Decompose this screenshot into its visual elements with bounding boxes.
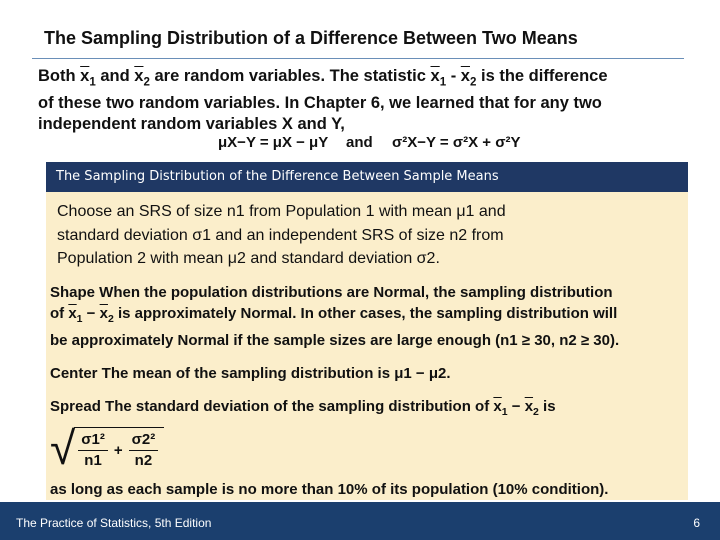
x2-bar-symbol: $\overline{x}$ [460,67,470,85]
spread-paragraph: Spread The standard deviation of the sampling distribution of $\overline{x}_1 - \overline{x}_2$ is [50,398,556,418]
ten-percent-condition: as long as each sample is no more than 10% of its population (10% condition). [50,481,609,498]
intro-text: are random variables. The statistic [149,67,431,85]
mean-difference-formula: μX−Y = μX − μY [218,134,329,151]
plus-sign: + [113,442,123,459]
slide-footer [0,502,720,540]
shape-text: is approximately Normal. In other cases, the sampling distribution will [113,305,618,322]
fraction-numerator: σ2² [129,430,159,451]
standard-deviation-formula [50,422,680,474]
subscript: 2 [107,313,114,325]
center-paragraph [50,363,680,384]
intro-text: and [95,67,135,85]
sampling-distribution-details [50,282,680,500]
body-line-1: Choose an SRS of size n1 from Population 1 with mean μ1 and [57,203,506,220]
fraction-denominator: n1 [84,452,102,469]
subscript: 1 [501,406,508,418]
body-line-2: standard deviation σ1 and an independent SRS of size n2 from [57,226,504,244]
x1-bar-symbol: $\overline{x}$ [68,305,77,322]
and-connector: and [346,134,373,151]
square-root-symbol: √ [50,422,76,474]
shape-text: of [50,305,69,322]
spread-label: Spread [50,398,101,415]
definition-box-header: The Sampling Distribution of the Difference Between Sample Means [46,162,688,192]
x2-bar-symbol: $\overline{x}$ [524,398,534,415]
intro-line-3: independent random variables X and Y, [38,115,345,134]
intro-line-1 [38,66,658,93]
body-line-3: Population 2 with mean μ2 and standard deviation σ2. [57,250,440,267]
subscript: 1 [76,313,83,325]
slide-title: The Sampling Distribution of a Difference Between Two Means [44,28,578,48]
fraction-2 [129,430,159,471]
intro-text: - [446,67,461,85]
footer-book-title: The Practice of Statistics, 5th Edition [16,516,212,530]
variance-difference-formula: σ²X−Y = σ²X + σ²Y [392,134,521,151]
x1-bar-symbol: $\overline{x}$ [430,67,440,85]
radicand [74,427,164,471]
center-label: Center [50,365,98,382]
intro-line-2: of these two random variables. In Chapter 6, we learned that for any two [38,94,602,113]
x2-bar-symbol: $\overline{x}$ [99,305,108,322]
fraction-numerator: σ1² [78,430,108,451]
x1-bar-symbol: $\overline{x}$ [80,67,90,85]
definition-box [46,162,688,500]
intro-text: Both [38,67,81,85]
subscript: 2 [533,406,539,418]
subscript: 2 [469,76,477,89]
fraction-1 [78,430,108,471]
subscript: 1 [89,76,96,89]
subscript: 1 [439,76,447,89]
page-number: 6 [693,516,700,530]
shape-text: be approximately Normal if the sample sizes are large enough (n1 ≥ 30, n2 ≥ 30). [50,332,620,349]
title-divider [32,58,684,59]
subscript: 2 [143,76,150,89]
fraction-denominator: n2 [134,452,153,469]
intro-paragraph [38,66,658,135]
definition-box-body [57,200,677,271]
intro-text: is the difference [476,67,608,85]
shape-paragraph: Shape When the population distributions are Normal, the sampling distribution of $\overline{x}_1 - \overline{x}_2$ is approximately Normal. In other cases, the sampling distribution will be approximately Normal if the sample sizes are large enough (n1 ≥ 30, n2 ≥ 30). [50,284,620,349]
shape-label: Shape [50,284,96,301]
center-text: The mean of the sampling distribution is μ1 − μ2. [97,365,451,382]
spread-text: The standard deviation of the sampling distribution of [100,398,490,415]
x1-bar-symbol: $\overline{x}$ [493,398,502,415]
spread-text: is [538,398,556,415]
x2-bar-symbol: $\overline{x}$ [134,67,144,85]
shape-text: When the population distributions are Normal, the sampling distribution [95,284,613,301]
